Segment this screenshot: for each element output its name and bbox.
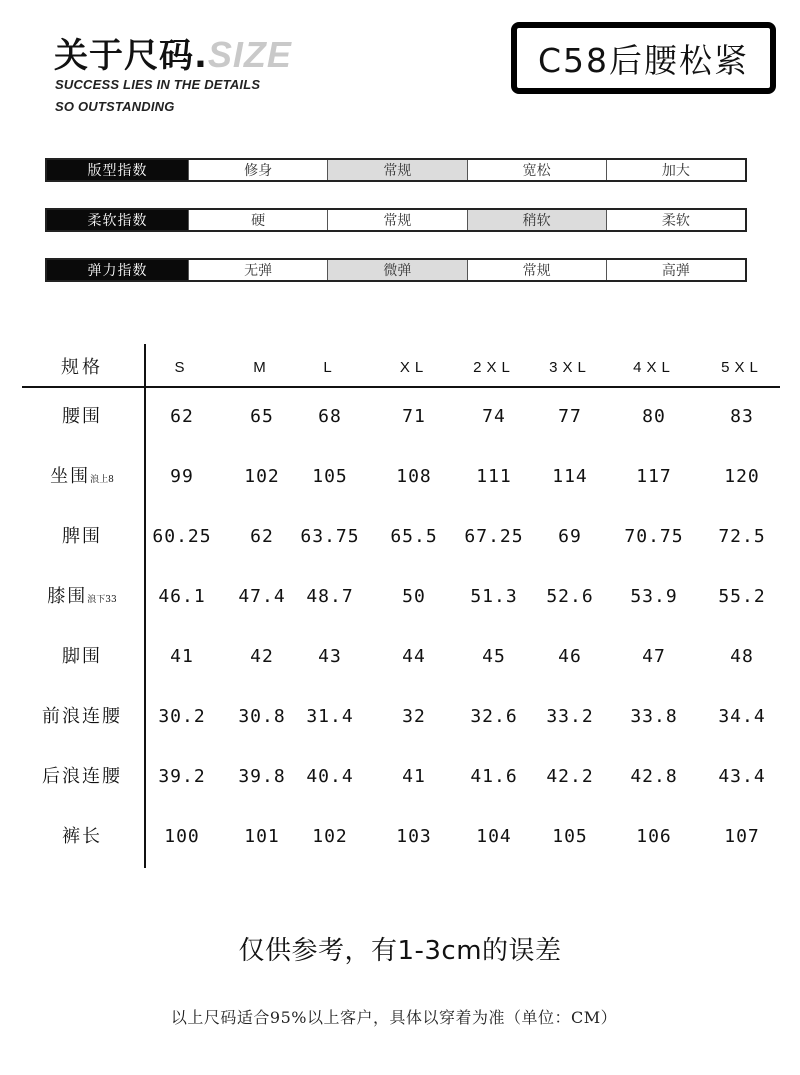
table-cell: 111 bbox=[476, 466, 512, 487]
table-cell: 70.75 bbox=[624, 526, 684, 547]
index-row-label: 柔软指数 bbox=[47, 210, 188, 230]
table-cell: 46 bbox=[558, 646, 582, 667]
table-cell: 33.2 bbox=[546, 706, 594, 727]
measurement-label bbox=[62, 524, 102, 550]
table-cell: 65 bbox=[250, 406, 274, 427]
table-cell: 72.5 bbox=[718, 526, 766, 547]
tolerance-note: 仅供参考，有1-3cm的误差 bbox=[238, 936, 562, 966]
table-cell: 39.2 bbox=[158, 766, 206, 787]
table-cell: 107 bbox=[724, 826, 760, 847]
table-cell: 68 bbox=[318, 406, 342, 427]
index-row-label: 弹力指数 bbox=[47, 260, 188, 280]
title-english: SIZE bbox=[207, 34, 292, 75]
table-cell: 46.1 bbox=[158, 586, 206, 607]
table-cell: 62 bbox=[170, 406, 194, 427]
table-cell: 31.4 bbox=[306, 706, 354, 727]
title-chinese: 关于尺码. bbox=[54, 36, 208, 76]
index-option: 无弹 bbox=[188, 260, 327, 280]
tagline-line-2: SO OUTSTANDING bbox=[55, 99, 175, 114]
measurement-label bbox=[47, 584, 116, 610]
measurement-label bbox=[42, 764, 122, 790]
index-option: 宽松 bbox=[467, 160, 606, 180]
table-cell: 43 bbox=[318, 646, 342, 667]
table-cell: 108 bbox=[396, 466, 432, 487]
table-cell: 41.6 bbox=[470, 766, 518, 787]
table-cell: 69 bbox=[558, 526, 582, 547]
table-cell: 52.6 bbox=[546, 586, 594, 607]
table-cell: 44 bbox=[402, 646, 426, 667]
table-cell: 34.4 bbox=[718, 706, 766, 727]
table-cell: 99 bbox=[170, 466, 194, 487]
index-option-selected: 微弹 bbox=[327, 260, 466, 280]
table-cell: 47.4 bbox=[238, 586, 286, 607]
table-cell: 39.8 bbox=[238, 766, 286, 787]
measurement-name: 后浪连腰 bbox=[42, 766, 122, 787]
table-cell: 71 bbox=[402, 406, 426, 427]
index-option: 柔软 bbox=[606, 210, 745, 230]
table-cell: 48 bbox=[730, 646, 754, 667]
table-cell: 42.2 bbox=[546, 766, 594, 787]
size-header: 3XL bbox=[549, 359, 591, 376]
table-cell: 104 bbox=[476, 826, 512, 847]
table-cell: 77 bbox=[558, 406, 582, 427]
index-row bbox=[45, 208, 747, 232]
measurement-label bbox=[50, 464, 114, 490]
model-label-box: C58后腰松紧 bbox=[511, 22, 776, 94]
measurement-label bbox=[62, 824, 102, 850]
table-cell: 41 bbox=[402, 766, 426, 787]
table-cell: 106 bbox=[636, 826, 672, 847]
table-cell: 60.25 bbox=[152, 526, 212, 547]
size-header: 5XL bbox=[721, 359, 763, 376]
table-cell: 83 bbox=[730, 406, 754, 427]
table-cell: 74 bbox=[482, 406, 506, 427]
table-cell: 102 bbox=[244, 466, 280, 487]
measurement-name: 腰围 bbox=[62, 406, 102, 427]
table-cell: 41 bbox=[170, 646, 194, 667]
table-cell: 47 bbox=[642, 646, 666, 667]
table-header-divider bbox=[22, 386, 780, 388]
measurement-note: 浪下33 bbox=[87, 595, 117, 605]
table-cell: 42.8 bbox=[630, 766, 678, 787]
size-header: M bbox=[253, 359, 271, 376]
table-cell: 117 bbox=[636, 466, 672, 487]
index-option-selected: 稍软 bbox=[467, 210, 606, 230]
size-header: L bbox=[323, 359, 337, 376]
size-header: S bbox=[174, 359, 190, 376]
table-cell: 43.4 bbox=[718, 766, 766, 787]
table-cell: 30.8 bbox=[238, 706, 286, 727]
table-cell: 105 bbox=[552, 826, 588, 847]
table-cell: 53.9 bbox=[630, 586, 678, 607]
table-cell: 55.2 bbox=[718, 586, 766, 607]
measurement-name: 裤长 bbox=[62, 826, 102, 847]
table-cell: 40.4 bbox=[306, 766, 354, 787]
table-cell: 32.6 bbox=[470, 706, 518, 727]
measurement-label bbox=[62, 404, 102, 430]
table-cell: 63.75 bbox=[300, 526, 360, 547]
table-cell: 67.25 bbox=[464, 526, 524, 547]
measurement-label bbox=[62, 644, 102, 670]
tagline-line-1: SUCCESS LIES IN THE DETAILS bbox=[55, 77, 261, 92]
table-cell: 33.8 bbox=[630, 706, 678, 727]
table-cell: 120 bbox=[724, 466, 760, 487]
table-cell: 105 bbox=[312, 466, 348, 487]
measurement-label bbox=[42, 704, 122, 730]
index-option: 高弹 bbox=[606, 260, 745, 280]
index-row bbox=[45, 258, 747, 282]
measurement-name: 前浪连腰 bbox=[42, 706, 122, 727]
index-option: 常规 bbox=[467, 260, 606, 280]
table-cell: 100 bbox=[164, 826, 200, 847]
index-row-label: 版型指数 bbox=[47, 160, 188, 180]
table-cell: 30.2 bbox=[158, 706, 206, 727]
measurement-name: 膝围 bbox=[47, 586, 88, 607]
index-option: 修身 bbox=[188, 160, 327, 180]
size-header: 4XL bbox=[633, 359, 675, 376]
fit-note: 以上尺码适合95%以上客户，具体以穿着为准（单位：CM） bbox=[170, 1008, 618, 1027]
measurement-name: 脾围 bbox=[62, 526, 102, 547]
table-cell: 51.3 bbox=[470, 586, 518, 607]
table-header-label: 规格 bbox=[61, 357, 103, 378]
page-title bbox=[54, 28, 292, 77]
table-cell: 114 bbox=[552, 466, 588, 487]
table-cell: 45 bbox=[482, 646, 506, 667]
index-option: 加大 bbox=[606, 160, 745, 180]
table-cell: 103 bbox=[396, 826, 432, 847]
table-cell: 80 bbox=[642, 406, 666, 427]
index-option-selected: 常规 bbox=[327, 160, 466, 180]
table-cell: 62 bbox=[250, 526, 274, 547]
size-header: 2XL bbox=[473, 359, 515, 376]
table-cell: 102 bbox=[312, 826, 348, 847]
table-cell: 101 bbox=[244, 826, 280, 847]
table-cell: 32 bbox=[402, 706, 426, 727]
measurement-name: 坐围 bbox=[50, 466, 91, 487]
measurement-name: 脚围 bbox=[62, 646, 102, 667]
table-cell: 50 bbox=[402, 586, 426, 607]
table-cell: 48.7 bbox=[306, 586, 354, 607]
index-option: 常规 bbox=[327, 210, 466, 230]
measurement-note: 浪上8 bbox=[90, 475, 114, 485]
index-option: 硬 bbox=[188, 210, 327, 230]
table-cell: 65.5 bbox=[390, 526, 438, 547]
table-cell: 42 bbox=[250, 646, 274, 667]
size-header: XL bbox=[399, 359, 429, 376]
index-row bbox=[45, 158, 747, 182]
table-column-divider bbox=[144, 344, 146, 868]
